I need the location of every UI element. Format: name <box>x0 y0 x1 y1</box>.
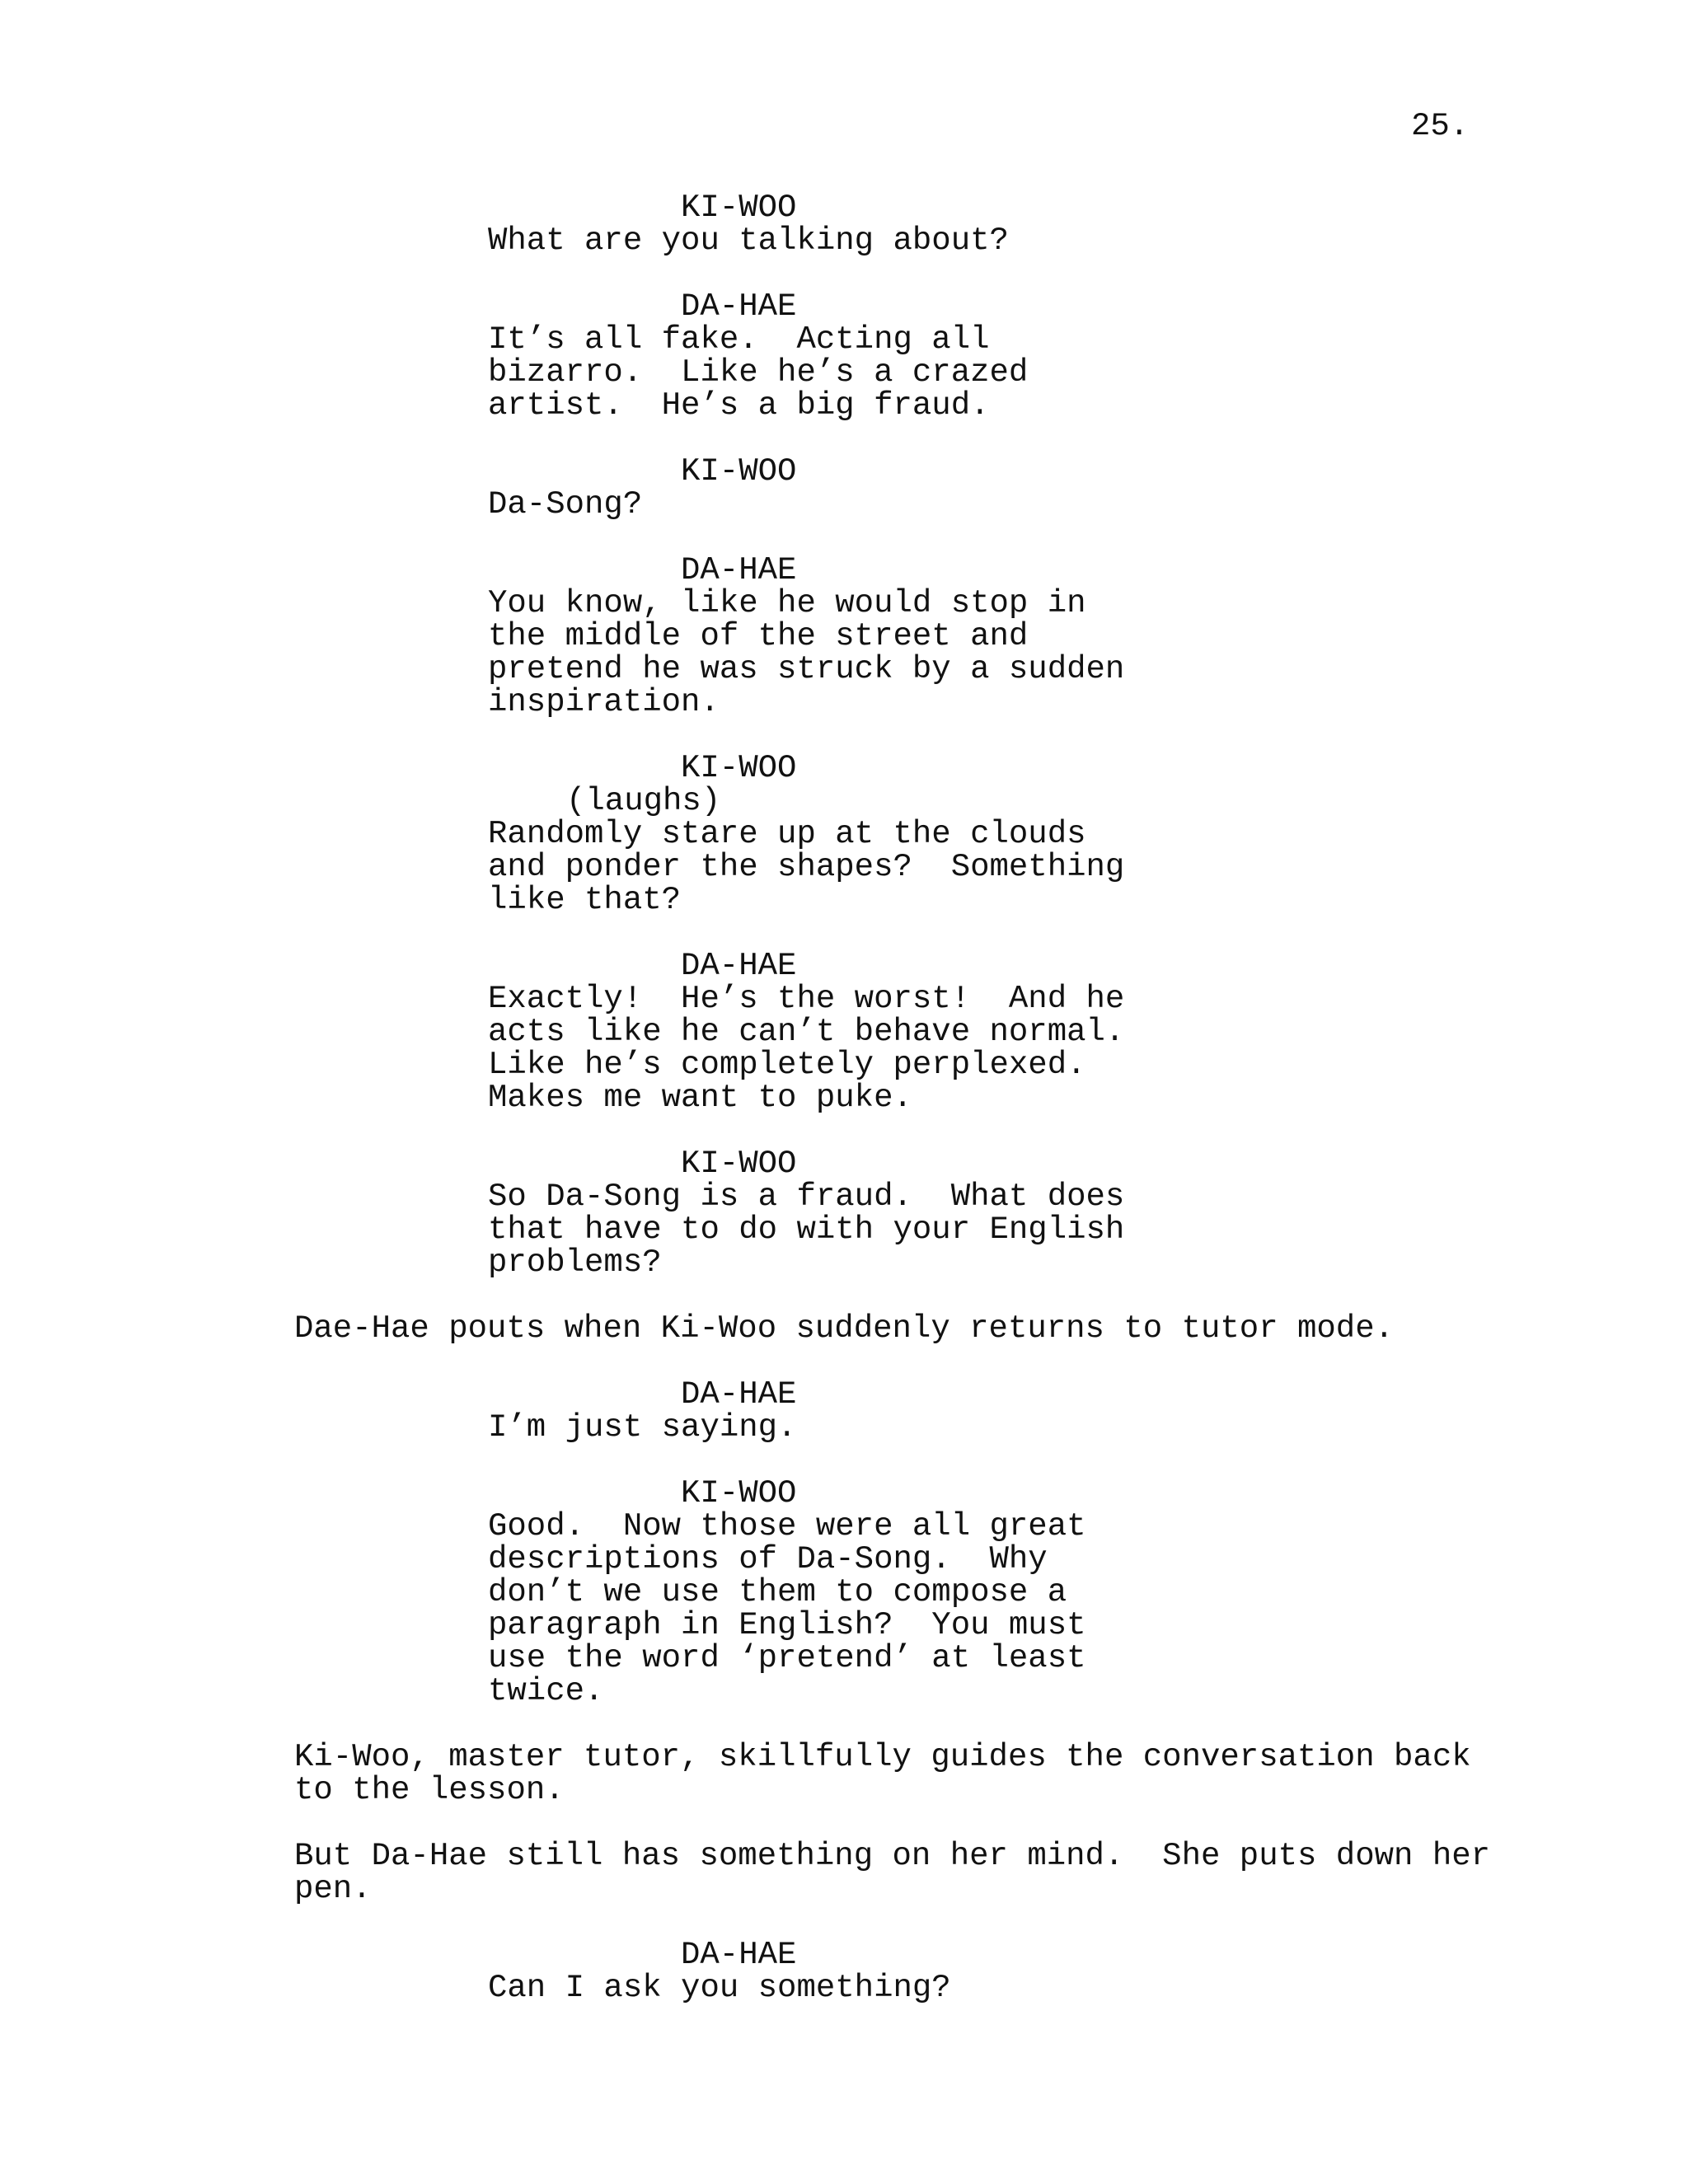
character-name: KI-WOO <box>681 1475 797 1511</box>
dialogue-line: bizarro. Like he’s a crazed <box>488 354 1029 391</box>
dialogue-block <box>0 949 1688 1114</box>
action-block <box>294 1840 1547 1905</box>
action-line: Dae-Hae pouts when Ki-Woo suddenly returns to tutor mode. <box>294 1310 1395 1347</box>
dialogue-block <box>0 455 1688 521</box>
action-block <box>294 1312 1547 1345</box>
action-line: to the lesson. <box>294 1772 565 1808</box>
character-name: DA-HAE <box>681 1376 797 1413</box>
dialogue-line: use the word ‘pretend’ at least <box>488 1640 1086 1676</box>
character-name: DA-HAE <box>681 1937 797 1973</box>
dialogue-block <box>0 752 1688 916</box>
dialogue-line: It’s all fake. Acting all <box>488 321 990 358</box>
dialogue-line: pretend he was struck by a sudden <box>488 651 1125 687</box>
character-name: DA-HAE <box>681 552 797 588</box>
dialogue-block <box>0 554 1688 719</box>
character-name: KI-WOO <box>681 190 797 226</box>
dialogue-line: So Da-Song is a fraud. What does <box>488 1179 1125 1215</box>
parenthetical: (laughs) <box>566 783 721 819</box>
dialogue-line: Good. Now those were all great <box>488 1508 1086 1544</box>
dialogue-line: and ponder the shapes? Something <box>488 849 1125 885</box>
dialogue-line: the middle of the street and <box>488 618 1029 654</box>
dialogue-line: like that? <box>488 882 682 918</box>
dialogue-line: problems? <box>488 1244 662 1281</box>
action-line: But Da-Hae still has something on her mind. She puts down her <box>294 1838 1491 1874</box>
dialogue-block <box>0 191 1688 257</box>
dialogue-line: Da-Song? <box>488 486 643 523</box>
dialogue-line: You know, like he would stop in <box>488 585 1086 621</box>
action-block <box>294 1741 1547 1807</box>
character-name: DA-HAE <box>681 288 797 325</box>
dialogue-line: Makes me want to puke. <box>488 1080 912 1116</box>
dialogue-block <box>0 1938 1688 2004</box>
dialogue-line: What are you talking about? <box>488 223 1009 259</box>
page-number: 25. <box>1411 108 1470 144</box>
dialogue-line: paragraph in English? You must <box>488 1607 1086 1643</box>
action-line: Ki-Woo, master tutor, skillfully guides the conversation back <box>294 1739 1471 1775</box>
character-name: KI-WOO <box>681 750 797 786</box>
screenplay-body <box>0 191 1688 2037</box>
dialogue-line: twice. <box>488 1673 604 1709</box>
dialogue-line: Randomly stare up at the clouds <box>488 816 1086 852</box>
dialogue-block <box>0 290 1688 422</box>
dialogue-line: Can I ask you something? <box>488 1970 951 2006</box>
character-name: KI-WOO <box>681 1146 797 1182</box>
action-line: pen. <box>294 1871 372 1907</box>
dialogue-line: Like he’s completely perplexed. <box>488 1047 1086 1083</box>
dialogue-line: descriptions of Da-Song. Why <box>488 1541 1048 1577</box>
dialogue-line: that have to do with your English <box>488 1212 1125 1248</box>
dialogue-line: don’t we use them to compose a <box>488 1574 1067 1610</box>
dialogue-block <box>0 1147 1688 1279</box>
character-name: DA-HAE <box>681 948 797 984</box>
dialogue-line: I’m just saying. <box>488 1409 797 1446</box>
dialogue-block <box>0 1477 1688 1708</box>
dialogue-block <box>0 1378 1688 1444</box>
dialogue-line: acts like he can’t behave normal. <box>488 1014 1125 1050</box>
character-name: KI-WOO <box>681 453 797 490</box>
dialogue-line: Exactly! He’s the worst! And he <box>488 981 1125 1017</box>
dialogue-line: artist. He’s a big fraud. <box>488 387 990 424</box>
dialogue-line: inspiration. <box>488 684 720 720</box>
